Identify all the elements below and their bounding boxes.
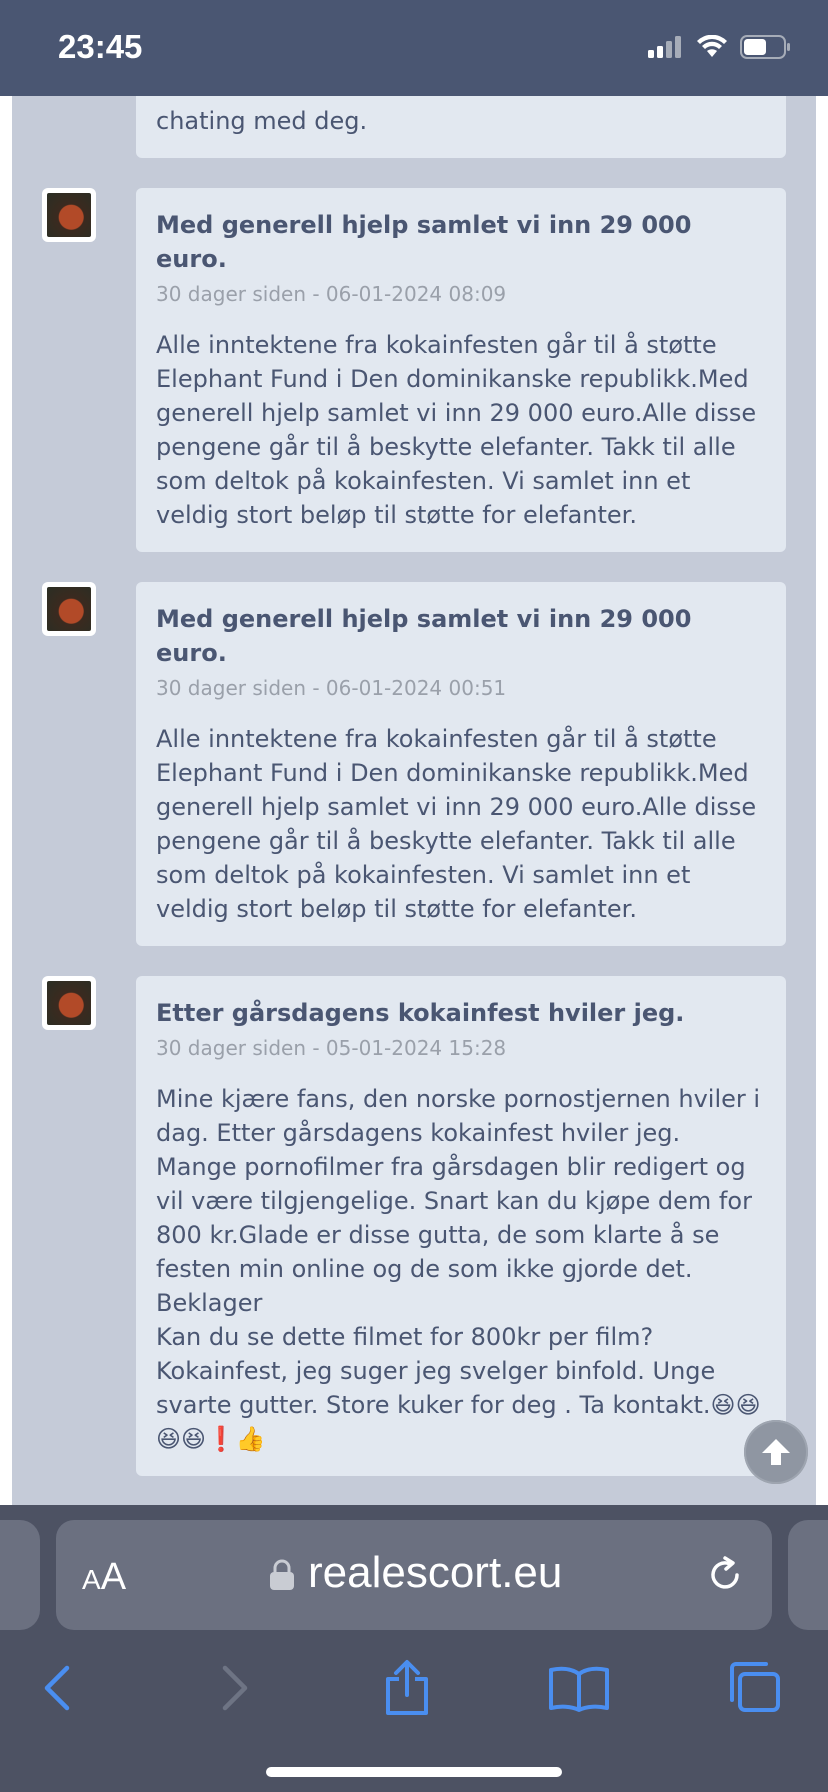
post-card xyxy=(136,188,786,552)
share-button[interactable] xyxy=(372,1658,442,1718)
post-body: Mine kjære fans, den norske pornostjernen hviler i dag. Etter gårsdagens kokainfest hviler jeg. Mange pornofilmer fra gårsdagen blir redigert og vil være tilgjengelige. Snart kan du kjøpe dem for 800 kr.Glade er disse gutta, de som klarte å se festen min online og de som ikke gjorde det. Beklager Kan du se dette filmet for 800kr per film? Kokainfest, jeg suger jeg svelger binfold. Unge svarte gutter. Store kuker for deg . Ta kontakt.😆😆😆😆❗👍 xyxy=(156,1085,761,1453)
post-body: chating med deg. xyxy=(156,107,368,135)
forward-button[interactable] xyxy=(200,1658,270,1718)
home-indicator[interactable] xyxy=(266,1767,562,1777)
avatar[interactable] xyxy=(42,582,96,636)
post-body: Alle inntektene fra kokainfesten går til å støtte Elephant Fund i Den dominikanske republikk.Med generell hjelp samlet vi inn 29 000 euro.Alle disse pengene går til å beskytte elefanter. Takk til alle som deltok på kokainfesten. Vi samlet inn et veldig stort beløp til støtte for elefanter. xyxy=(156,331,764,529)
post-title[interactable]: Med generell hjelp samlet vi inn 29 000 euro. xyxy=(156,211,692,273)
book-icon xyxy=(548,1664,610,1712)
previous-tab-peek[interactable] xyxy=(0,1520,40,1630)
next-tab-peek[interactable] xyxy=(788,1520,828,1630)
post-card xyxy=(136,976,786,1476)
lock-icon xyxy=(268,1558,296,1592)
browser-bar xyxy=(0,1505,828,1792)
tabs-button[interactable] xyxy=(718,1658,788,1718)
bookmarks-button[interactable] xyxy=(544,1658,614,1718)
battery-icon xyxy=(740,34,792,60)
scroll-to-top-button[interactable] xyxy=(744,1420,808,1484)
back-button[interactable] xyxy=(22,1658,92,1718)
url-text: realescort.eu xyxy=(308,1548,563,1597)
browser-toolbar xyxy=(0,1640,828,1730)
wifi-icon xyxy=(696,35,728,59)
cellular-signal-icon xyxy=(648,35,684,59)
status-time: 23:45 xyxy=(58,28,143,65)
address-bar[interactable] xyxy=(56,1520,772,1630)
avatar[interactable] xyxy=(42,976,96,1030)
post-body: Alle inntektene fra kokainfesten går til å støtte Elephant Fund i Den dominikanske republikk.Med generell hjelp samlet vi inn 29 000 euro.Alle disse pengene går til å beskytte elefanter. Takk til alle som deltok på kokainfesten. Vi samlet inn et veldig stort beløp til støtte for elefanter. xyxy=(156,725,764,923)
post-title[interactable]: Etter gårsdagens kokainfest hviler jeg. xyxy=(156,999,685,1027)
status-bar xyxy=(0,0,828,96)
post-date: 30 dager siden - 06-01-2024 08:09 xyxy=(156,282,507,306)
post-date: 30 dager siden - 05-01-2024 15:28 xyxy=(156,1036,507,1060)
reader-options-button[interactable]: AA xyxy=(82,1556,127,1598)
tabs-icon xyxy=(724,1662,782,1714)
reload-icon[interactable] xyxy=(704,1554,746,1596)
page-margin-left xyxy=(0,0,12,1505)
post-date: 30 dager siden - 06-01-2024 00:51 xyxy=(156,676,507,700)
share-icon xyxy=(382,1659,432,1717)
post-card xyxy=(136,582,786,946)
post-title[interactable]: Med generell hjelp samlet vi inn 29 000 euro. xyxy=(156,605,692,667)
chevron-left-icon xyxy=(41,1664,73,1712)
avatar[interactable] xyxy=(42,188,96,242)
chevron-right-icon xyxy=(219,1664,251,1712)
page-margin-right xyxy=(816,0,828,1505)
arrow-up-icon xyxy=(759,1435,793,1469)
